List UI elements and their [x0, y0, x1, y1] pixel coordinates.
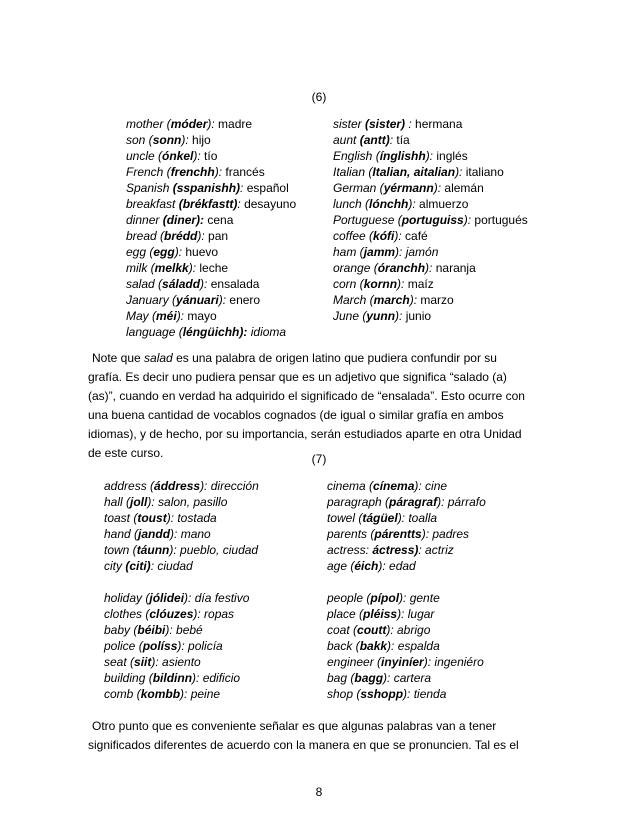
- vocab-entry: [327, 638, 440, 654]
- vocab-pronunciation: béibi: [137, 623, 166, 637]
- vocab-text: :: [405, 117, 412, 131]
- vocab-text: ):: [463, 213, 472, 227]
- vocab-text: Portuguese (: [333, 213, 402, 227]
- vocab-text: ham (: [333, 245, 364, 259]
- vocab-text: ):: [395, 309, 403, 323]
- vocab-text: tía: [393, 133, 410, 147]
- vocab-text: building (: [104, 671, 153, 685]
- vocab-text: bag (: [327, 671, 355, 685]
- vocab-pronunciation: kófi: [373, 229, 395, 243]
- vocab-entry: [327, 542, 454, 558]
- vocab-text: January (: [126, 293, 177, 307]
- vocab-entry: [104, 686, 220, 702]
- vocab-entry: [333, 308, 431, 324]
- vocab-text: marzo: [417, 293, 454, 307]
- vocab-text: ):: [181, 133, 189, 147]
- vocab-entry: [104, 478, 259, 494]
- vocab-pronunciation: sáladd: [162, 277, 201, 291]
- vocab-pronunciation: yunn: [366, 309, 396, 323]
- vocab-pronunciation: lónchh: [369, 197, 409, 211]
- vocab-text: :: [240, 181, 244, 195]
- vocab-text: bread (: [126, 229, 165, 243]
- vocab-text: city: [104, 559, 126, 573]
- vocab-entry: [104, 558, 193, 574]
- vocab-text: ): tienda: [403, 687, 447, 701]
- vocab-pronunciation: pípol: [370, 591, 400, 605]
- vocab-entry: [327, 478, 447, 494]
- vocab-entry: [104, 606, 234, 622]
- vocab-pronunciation: políss: [142, 639, 178, 653]
- vocab-text: ):: [408, 197, 416, 211]
- vocab-text: pan: [204, 229, 229, 243]
- vocab-entry: [333, 148, 468, 164]
- vocab-entry: [327, 686, 446, 702]
- vocab-pronunciation: march: [373, 293, 410, 307]
- vocab-text: place (: [327, 607, 364, 621]
- vocab-pronunciation: brédd: [164, 229, 198, 243]
- vocab-entry: [104, 590, 249, 606]
- paragraph-cognates: [88, 349, 550, 463]
- vocab-text: idioma: [247, 325, 287, 339]
- vocab-pronunciation: sonn: [152, 133, 182, 147]
- vocab-text: milk (: [126, 261, 155, 275]
- vocab-pronunciation: yánuari: [176, 293, 219, 307]
- vocab-text: town (: [104, 543, 137, 557]
- vocab-text: tío: [200, 149, 218, 163]
- vocab-entry: [104, 542, 258, 558]
- vocab-pronunciation: (sister): [365, 117, 406, 131]
- vocab-text: ): cine: [414, 479, 448, 493]
- vocab-text: café: [401, 229, 428, 243]
- vocab-text: ): jamón: [395, 245, 439, 259]
- vocab-text: ): párrafo: [437, 495, 486, 509]
- vocab-pronunciation: toust: [137, 511, 167, 525]
- vocab-text: junio: [402, 309, 432, 323]
- vocab-text: :: [237, 197, 241, 211]
- vocab-entry: [333, 132, 410, 148]
- vocab-entry: [104, 494, 227, 510]
- vocab-entry: [126, 196, 296, 212]
- vocab-text: : ciudad: [150, 559, 193, 573]
- vocab-text: sister: [333, 117, 366, 131]
- vocab-entry: [104, 670, 240, 686]
- vocab-text: madre: [214, 117, 253, 131]
- vocab-text: coffee (: [333, 229, 374, 243]
- paragraph-pronunciation: [88, 717, 550, 755]
- vocab-text: enero: [226, 293, 261, 307]
- salad-word: salad: [144, 351, 173, 365]
- vocab-text: ensalada: [207, 277, 260, 291]
- vocab-text: ):: [425, 149, 434, 163]
- vocab-text: ): edad: [378, 559, 416, 573]
- paragraph-line: Note que salad es una palabra de origen latino que pudiera confundir por su: [92, 351, 497, 365]
- vocab-text: naranja: [432, 261, 476, 275]
- vocab-text: hijo: [188, 133, 211, 147]
- vocab-text: portugués: [471, 213, 528, 227]
- vocab-entry: [126, 148, 217, 164]
- vocab-text: address (: [104, 479, 155, 493]
- vocab-text: English (: [333, 149, 380, 163]
- vocab-entry: [104, 526, 211, 542]
- vocab-entry: [327, 606, 434, 622]
- vocab-pronunciation: léngüichh):: [182, 325, 248, 339]
- vocab-text: ):: [455, 165, 463, 179]
- vocab-pronunciation: Italian, aitalian: [372, 165, 456, 179]
- vocab-pronunciation: frenchh: [170, 165, 215, 179]
- vocab-text: people (: [327, 591, 371, 605]
- vocab-entry: [104, 622, 203, 638]
- vocab-text: son (: [126, 133, 153, 147]
- vocab-pronunciation: sshopp: [360, 687, 404, 701]
- vocab-text: clothes (: [104, 607, 150, 621]
- vocab-pronunciation: cínema: [373, 479, 415, 493]
- vocab-text: towel (: [327, 511, 363, 525]
- vocab-text: March (: [333, 293, 374, 307]
- vocab-text: ): cartera: [383, 671, 432, 685]
- vocab-text: leche: [196, 261, 229, 275]
- vocab-text: breakfast: [126, 197, 179, 211]
- vocab-text: hand (: [104, 527, 139, 541]
- vocab-entry: [327, 494, 486, 510]
- vocab-text: almuerzo: [415, 197, 469, 211]
- vocab-pronunciation: kombb: [140, 687, 181, 701]
- vocab-text: ):: [394, 229, 402, 243]
- vocab-pronunciation: áctress): [372, 543, 419, 557]
- vocab-text: francés: [222, 165, 265, 179]
- vocab-entry: [327, 622, 430, 638]
- vocab-text: ): peine: [180, 687, 221, 701]
- vocab-text: ):: [188, 261, 197, 275]
- vocab-entry: [333, 260, 476, 276]
- vocab-entry: [327, 670, 431, 686]
- vocab-entry: [333, 180, 484, 196]
- vocab-text: ):: [397, 277, 405, 291]
- vocab-text: back (: [327, 639, 360, 653]
- vocab-entry: [126, 164, 265, 180]
- vocab-pronunciation: jandd: [138, 527, 171, 541]
- paragraph-line: de este curso.: [88, 446, 164, 460]
- vocab-pronunciation: páragraf: [389, 495, 438, 509]
- vocab-text: corn (: [333, 277, 364, 291]
- vocab-pronunciation: joll: [130, 495, 148, 509]
- section-7-heading: (7): [311, 452, 327, 466]
- vocab-pronunciation: tágüel: [362, 511, 398, 525]
- vocab-entry: [327, 558, 416, 574]
- vocab-text: seat (: [104, 655, 135, 669]
- vocab-pronunciation: (citi): [125, 559, 151, 573]
- vocab-text: inglés: [433, 149, 468, 163]
- vocab-pronunciation: ínglishh: [379, 149, 426, 163]
- page-number: 8: [315, 785, 323, 799]
- vocab-text: Italian (: [333, 165, 373, 179]
- vocab-pronunciation: (diner):: [162, 213, 205, 227]
- vocab-text: police (: [104, 639, 143, 653]
- vocab-entry: [126, 180, 289, 196]
- paragraph-line: (as)”, cuando en verdad ha adquirido el significado de “ensalada”. Esto ocurre con: [88, 389, 525, 403]
- vocab-text: holiday (: [104, 591, 150, 605]
- vocab-text: ): toalla: [397, 511, 438, 525]
- vocab-text: hermana: [411, 117, 463, 131]
- vocab-text: Spanish: [126, 181, 173, 195]
- vocab-pronunciation: (antt): [359, 133, 390, 147]
- vocab-pronunciation: éich: [354, 559, 379, 573]
- vocab-pronunciation: clóuzes: [149, 607, 194, 621]
- vocab-pronunciation: móder: [170, 117, 208, 131]
- paragraph-line: significados diferentes de acuerdo con la manera en que se pronuncien. Tal es el: [88, 738, 519, 752]
- vocab-text: French (: [126, 165, 171, 179]
- vocab-entry: [333, 292, 454, 308]
- vocab-text: aunt: [333, 133, 360, 147]
- vocab-entry: [126, 260, 228, 276]
- vocab-entry: [327, 590, 440, 606]
- vocab-text: ):: [214, 165, 223, 179]
- vocab-text: ): mano: [170, 527, 211, 541]
- paragraph-line: Otro punto que es conveniente señalar es que algunas palabras van a tener: [92, 719, 497, 733]
- vocab-pronunciation: (sspanishh): [172, 181, 241, 195]
- vocab-text: desayuno: [240, 197, 297, 211]
- vocab-text: ):: [425, 261, 433, 275]
- vocab-text: German (: [333, 181, 384, 195]
- vocab-text: mayo: [184, 309, 217, 323]
- vocab-pronunciation: bakk: [359, 639, 388, 653]
- vocab-text: cinema (: [327, 479, 374, 493]
- vocab-pronunciation: bildinn: [152, 671, 193, 685]
- vocab-entry: [327, 654, 484, 670]
- vocab-text: ): salon, pasillo: [147, 495, 228, 509]
- vocab-text: ): ingeniéro: [423, 655, 484, 669]
- vocab-text: ):: [433, 181, 442, 195]
- vocab-text: parents (: [327, 527, 375, 541]
- vocab-pronunciation: bagg: [354, 671, 384, 685]
- vocab-text: ): lugar: [397, 607, 435, 621]
- vocab-pronunciation: párentts: [374, 527, 422, 541]
- vocab-text: ): padres: [421, 527, 470, 541]
- vocab-text: ): gente: [399, 591, 440, 605]
- vocab-pronunciation: méi: [156, 309, 177, 323]
- vocab-text: ): asiento: [151, 655, 201, 669]
- vocab-entry: [126, 244, 218, 260]
- vocab-entry: [126, 132, 211, 148]
- vocab-text: actress:: [327, 543, 373, 557]
- paragraph-line: idiomas), y de hecho, por su importancia, serán estudiados aparte en otra Unidad: [88, 427, 522, 441]
- vocab-pronunciation: óranchh: [377, 261, 426, 275]
- vocab-text: ):: [174, 245, 183, 259]
- vocab-entry: [104, 654, 201, 670]
- vocab-pronunciation: (brékfastt): [178, 197, 238, 211]
- vocab-text: maíz: [404, 277, 434, 291]
- vocab-pronunciation: melkk: [154, 261, 189, 275]
- vocab-pronunciation: yérmann: [383, 181, 434, 195]
- vocab-entry: [333, 212, 528, 228]
- vocab-text: paragraph (: [327, 495, 390, 509]
- vocab-text: ): espalda: [387, 639, 440, 653]
- vocab-text: orange (: [333, 261, 378, 275]
- vocab-entry: [333, 276, 434, 292]
- vocab-pronunciation: coutt: [357, 623, 387, 637]
- vocab-text: mother (: [126, 117, 171, 131]
- vocab-pronunciation: jamm: [363, 245, 396, 259]
- vocab-entry: [327, 526, 469, 542]
- vocab-text: ): día festivo: [184, 591, 250, 605]
- vocab-entry: [126, 212, 233, 228]
- vocab-text: ): dirección: [200, 479, 259, 493]
- vocab-text: language (: [126, 325, 183, 339]
- vocab-text: comb (: [104, 687, 141, 701]
- vocab-text: age (: [327, 559, 355, 573]
- vocab-entry: [126, 324, 286, 340]
- vocab-entry: [333, 116, 462, 132]
- vocab-text: ): bebé: [165, 623, 203, 637]
- vocab-pronunciation: siit: [134, 655, 152, 669]
- vocab-text: salad (: [126, 277, 163, 291]
- vocab-entry: [126, 292, 260, 308]
- vocab-text: toast (: [104, 511, 138, 525]
- paragraph-line: grafía. Es decir uno pudiera pensar que es un adjetivo que significa “salado (a): [88, 370, 507, 384]
- vocab-text: shop (: [327, 687, 361, 701]
- vocab-text: ): policía: [177, 639, 223, 653]
- vocab-text: ):: [207, 117, 215, 131]
- vocab-entry: [126, 308, 217, 324]
- vocab-pronunciation: áddress: [154, 479, 201, 493]
- vocab-text: ): tostada: [166, 511, 217, 525]
- vocab-pronunciation: portuguiss: [401, 213, 464, 227]
- section-6-heading: (6): [311, 90, 327, 104]
- vocab-pronunciation: kornn: [363, 277, 398, 291]
- vocab-text: June (: [333, 309, 367, 323]
- vocab-pronunciation: jólidei: [149, 591, 185, 605]
- vocab-text: huevo: [182, 245, 219, 259]
- vocab-pronunciation: pléiss: [363, 607, 398, 621]
- vocab-text: baby (: [104, 623, 138, 637]
- vocab-text: dinner: [126, 213, 163, 227]
- vocab-text: ): pueblo, ciudad: [169, 543, 259, 557]
- vocab-text: hall (: [104, 495, 131, 509]
- vocab-text: alemán: [441, 181, 484, 195]
- vocab-text: ):: [197, 229, 205, 243]
- vocab-pronunciation: táunn: [136, 543, 170, 557]
- vocab-entry: [333, 196, 468, 212]
- vocab-text: ):: [200, 277, 208, 291]
- vocab-text: ):: [218, 293, 227, 307]
- vocab-entry: [126, 116, 252, 132]
- vocab-text: ):: [409, 293, 418, 307]
- vocab-entry: [104, 638, 223, 654]
- vocab-text: engineer (: [327, 655, 382, 669]
- vocab-text: uncle (: [126, 149, 163, 163]
- vocab-text: ): ropas: [193, 607, 235, 621]
- vocab-entry: [327, 510, 437, 526]
- vocab-text: español: [243, 181, 289, 195]
- vocab-text: lunch (: [333, 197, 370, 211]
- vocab-entry: [126, 228, 228, 244]
- vocab-text: ): edificio: [192, 671, 241, 685]
- vocab-text: :: [389, 133, 394, 147]
- vocab-text: ):: [193, 149, 201, 163]
- vocab-text: egg (: [126, 245, 154, 259]
- vocab-text: May (: [126, 309, 156, 323]
- vocab-entry: [104, 510, 217, 526]
- vocab-text: ): abrigo: [386, 623, 431, 637]
- vocab-entry: [333, 244, 438, 260]
- vocab-text: : actriz: [418, 543, 454, 557]
- vocab-pronunciation: ónkel: [162, 149, 194, 163]
- vocab-entry: [126, 276, 259, 292]
- vocab-text: italiano: [462, 165, 504, 179]
- vocab-pronunciation: inyiníer: [381, 655, 424, 669]
- vocab-text: coat (: [327, 623, 358, 637]
- vocab-text: ):: [176, 309, 185, 323]
- vocab-text: cena: [204, 213, 234, 227]
- paragraph-line: una buena cantidad de vocablos cognados (de igual o similar grafía en ambos: [88, 408, 504, 422]
- vocab-pronunciation: egg: [153, 245, 175, 259]
- vocab-entry: [333, 164, 504, 180]
- vocab-entry: [333, 228, 428, 244]
